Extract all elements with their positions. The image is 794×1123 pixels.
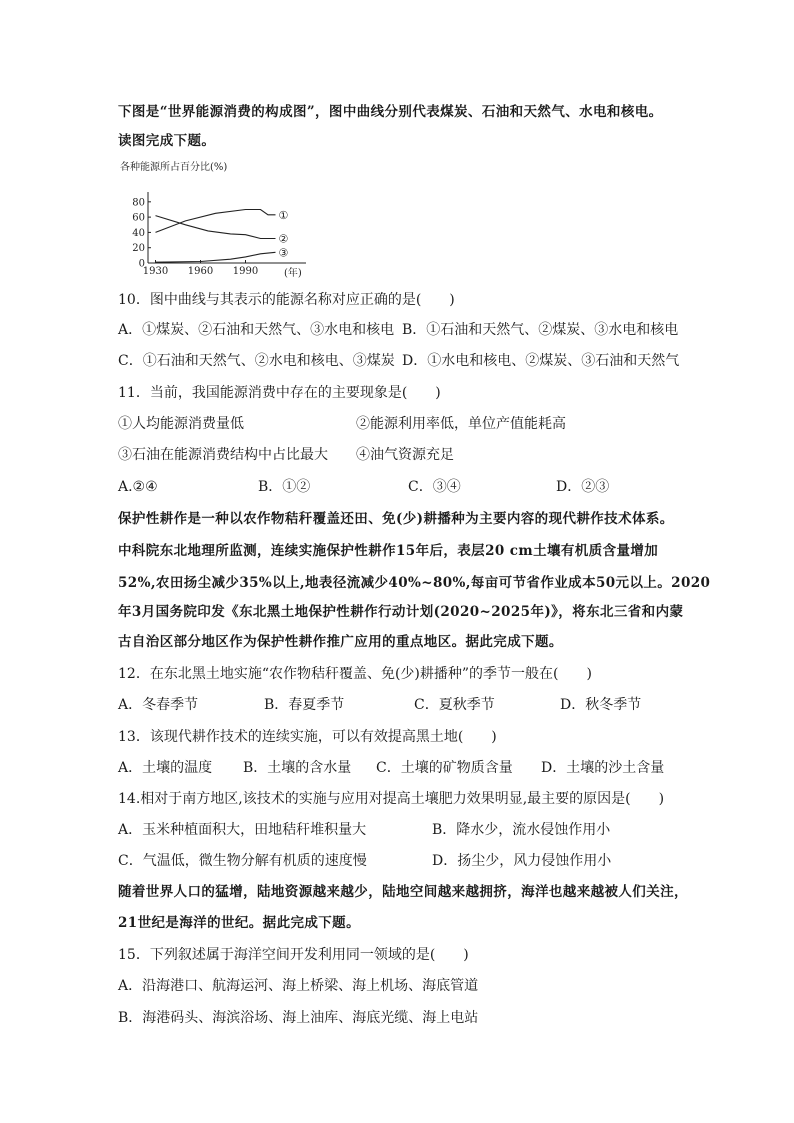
passage2-line-5: 古自治区部分地区作为保护性耕作推广应用的重点地区。据此完成下题。	[118, 634, 563, 650]
passage2-line-3: 52%,农田扬尘减少35%以上,地表径流减少40%~80%,每亩可节省作业成本50元以上。2020	[118, 575, 711, 591]
q11-option-c: C．③④	[408, 479, 461, 495]
q11-statement-3: ③石油在能源消费结构中占比最大	[118, 447, 328, 463]
q11-option-d: D．②③	[556, 479, 610, 495]
q11-statement-4: ④油气资源充足	[356, 447, 454, 463]
passage3-line-2: 21世纪是海洋的世纪。据此完成下题。	[118, 915, 360, 931]
q13-option-a: A．土壤的温度	[118, 760, 213, 776]
x-tick-label: 1990	[232, 266, 259, 277]
q14-option-a: A．玉米种植面积大，田地秸秆堆积量大	[118, 822, 367, 838]
q12-stem: 12．在东北黑土地实施“农作物秸秆覆盖、免(少)耕播种”的季节一般在( )	[118, 666, 592, 682]
q13-option-d: D．土壤的沙土含量	[541, 760, 665, 776]
chart-x-axis-label: (年)	[284, 268, 302, 278]
q11-statement-2: ②能源利用率低，单位产值能耗高	[356, 416, 566, 432]
y-tick-label: 80	[132, 197, 145, 209]
passage2-line-2: 中科院东北地理所监测，连续实施保护性耕作15年后，表层20 cm土壤有机质含量增加	[118, 543, 659, 559]
y-tick-label: 40	[132, 227, 145, 239]
q12-option-a: A．冬春季节	[118, 697, 199, 713]
series-label-3: ③	[278, 246, 289, 260]
q14-option-d: D．扬尘少，风力侵蚀作用小	[432, 853, 612, 869]
chart-title: 各种能源所占百分比(%)	[120, 162, 228, 173]
series-line-3	[156, 252, 276, 262]
intro-line-1: 下图是“世界能源消费的构成图”，图中曲线分别代表煤炭、石油和天然气、水电和核电。	[118, 104, 663, 120]
q14-option-b: B．降水少，流水侵蚀作用小	[432, 822, 611, 838]
q10-option-b: B．①石油和天然气、②煤炭、③水电和核电	[402, 322, 679, 338]
q13-option-c: C．土壤的矿物质含量	[376, 760, 513, 776]
q11-stem: 11．当前，我国能源消费中存在的主要现象是( )	[118, 385, 441, 401]
passage3-line-1: 随着世界人口的猛增，陆地资源越来越少，陆地空间越来越拥挤，海洋也越来越被人们关注，	[118, 884, 688, 900]
y-tick-label: 60	[132, 212, 145, 224]
passage2-line-1: 保护性耕作是一种以农作物秸秆覆盖还田、免(少)耕播种为主要内容的现代耕作技术体系。	[118, 511, 674, 527]
q10-stem: 10．图中曲线与其表示的能源名称对应正确的是( )	[118, 292, 455, 308]
q15-option-b: B．海港码头、海滨浴场、海上油库、海底光缆、海上电站	[118, 1010, 479, 1026]
q10-option-c: C．①石油和天然气、②水电和核电、③煤炭	[118, 353, 395, 369]
q14-option-c: C．气温低，微生物分解有机质的速度慢	[118, 853, 367, 869]
q11-option-b: B．①②	[258, 479, 311, 495]
q12-option-d: D．秋冬季节	[560, 697, 642, 713]
q12-option-c: C．夏秋季节	[414, 697, 495, 713]
q13-stem: 13．该现代耕作技术的连续实施，可以有效提高黑土地( )	[118, 729, 497, 745]
energy-consumption-chart	[118, 158, 318, 278]
x-tick-label: 1960	[187, 266, 214, 277]
passage2-line-4: 年3月国务院印发《东北黑土地保护性耕作行动计划(2020~2025年)》，将东北三省和内蒙	[118, 604, 684, 620]
x-tick-label: 1930	[142, 266, 169, 277]
series-line-2	[156, 216, 276, 239]
q15-stem: 15．下列叙述属于海洋空间开发利用同一领域的是( )	[118, 947, 469, 963]
intro-line-2: 读图完成下题。	[118, 133, 216, 149]
y-tick-label: 0	[138, 258, 145, 270]
q13-option-b: B．土壤的含水量	[243, 760, 352, 776]
y-tick-label: 20	[132, 243, 145, 255]
series-label-2: ②	[278, 232, 289, 246]
q12-option-b: B．春夏季节	[264, 697, 345, 713]
chart-series	[156, 209, 289, 262]
series-label-1: ①	[278, 208, 289, 222]
q10-option-d: D．①水电和核电、②煤炭、③石油和天然气	[402, 353, 680, 369]
q10-option-a: A．①煤炭、②石油和天然气、③水电和核电	[118, 322, 395, 338]
q14-stem: 14.相对于南方地区,该技术的实施与应用对提高土壤肥力效果明显,最主要的原因是( )	[118, 791, 665, 807]
q15-option-a: A．沿海港口、航海运河、海上桥梁、海上机场、海底管道	[118, 978, 479, 994]
q11-statement-1: ①人均能源消费量低	[118, 416, 244, 432]
q11-option-a: A.②④	[118, 479, 158, 495]
